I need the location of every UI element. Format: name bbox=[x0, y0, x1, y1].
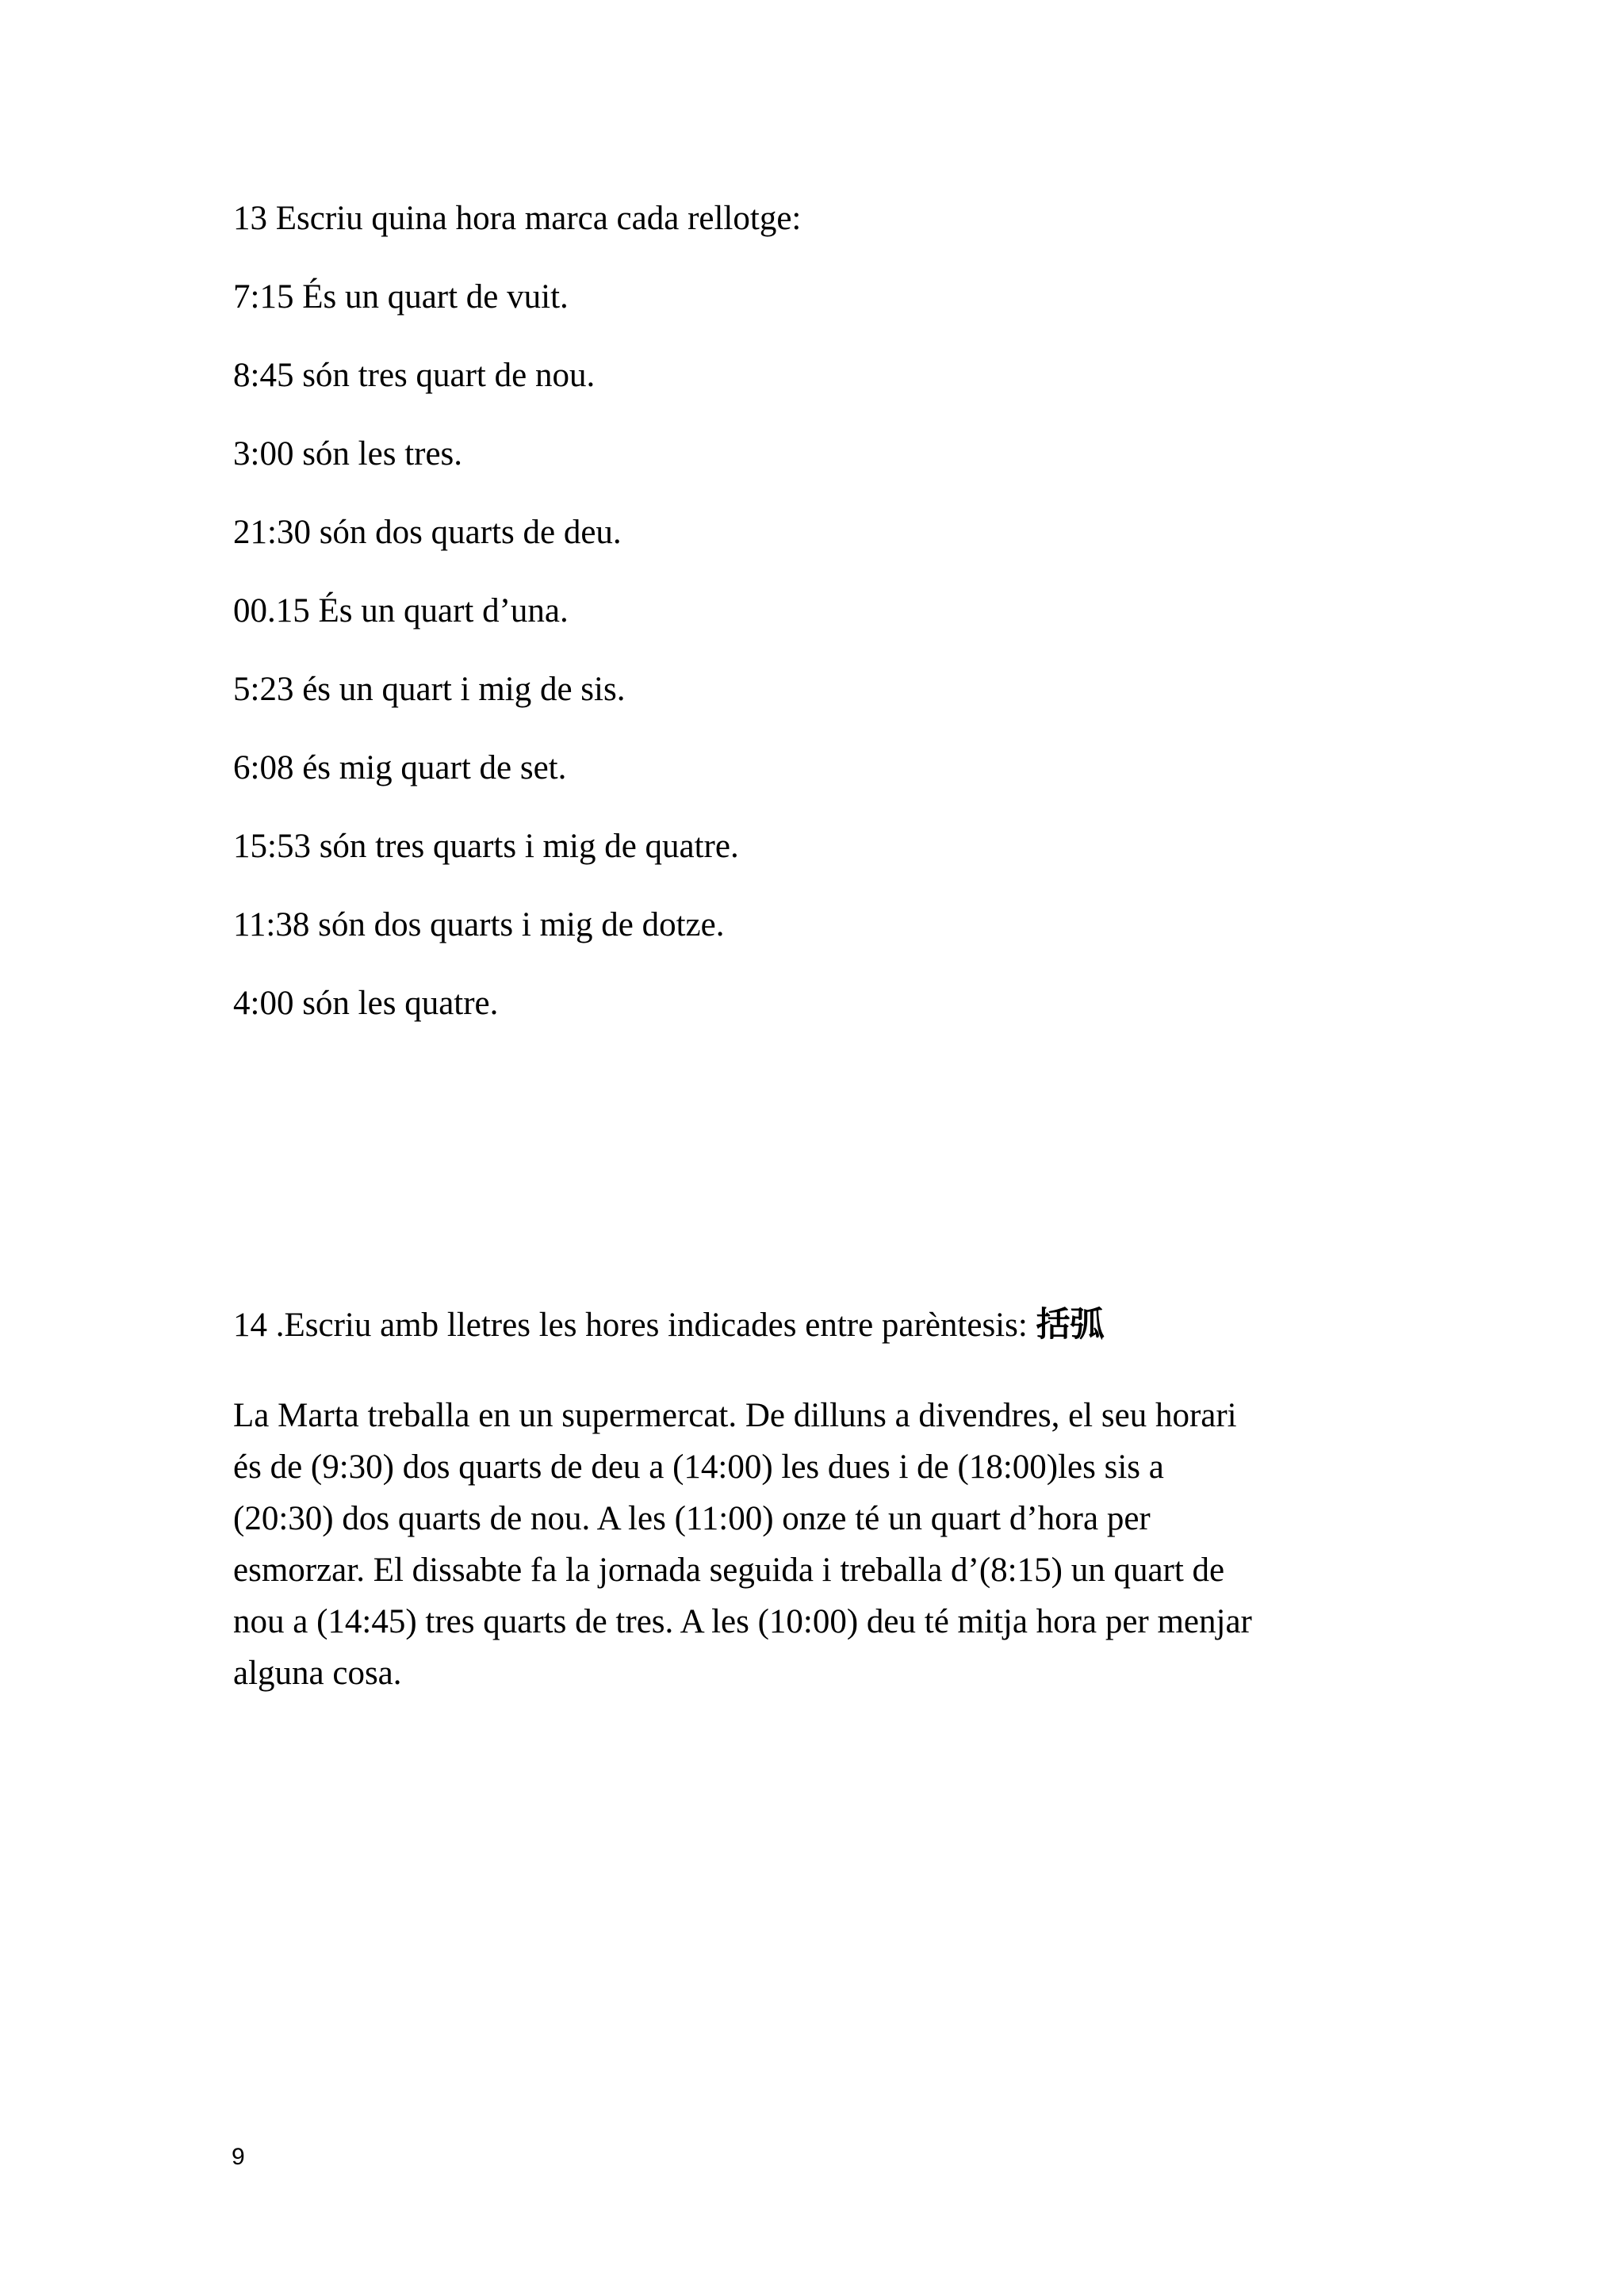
exercise-14-title-cjk: 括弧 bbox=[1036, 1305, 1105, 1345]
exercise-13-answer-6: 5:23 és un quart i mig de sis. bbox=[233, 671, 626, 708]
exercise-14-title bbox=[233, 1305, 1105, 1345]
paragraph-line-3: (20:30) dos quarts de nou. A les (11:00) onze té un quart d’hora per bbox=[233, 1500, 1151, 1537]
exercise-13-answer-1: 7:15 És un quart de vuit. bbox=[233, 278, 569, 316]
exercise-13-answer-10: 4:00 són les quatre. bbox=[233, 985, 499, 1022]
paragraph-line-4: esmorzar. El dissabte fa la jornada seguida i treballa d’(8:15) un quart de bbox=[233, 1552, 1225, 1589]
page-number: 9 bbox=[232, 2144, 245, 2170]
exercise-13-answer-7: 6:08 és mig quart de set. bbox=[233, 749, 567, 786]
exercise-13-answer-2: 8:45 són tres quart de nou. bbox=[233, 357, 596, 394]
exercise-13-answer-5: 00.15 És un quart d’una. bbox=[233, 592, 569, 629]
exercise-13-answer-8: 15:53 són tres quarts i mig de quatre. bbox=[233, 828, 739, 865]
exercise-13-title: 13 Escriu quina hora marca cada rellotge: bbox=[233, 200, 802, 237]
exercise-13-answer-3: 3:00 són les tres. bbox=[233, 435, 463, 473]
exercise-13-answer-9: 11:38 són dos quarts i mig de dotze. bbox=[233, 906, 725, 943]
paragraph-line-6: alguna cosa. bbox=[233, 1655, 402, 1692]
paragraph-line-2: és de (9:30) dos quarts de deu a (14:00) les dues i de (18:00)les sis a bbox=[233, 1448, 1164, 1486]
paragraph-line-5: nou a (14:45) tres quarts de tres. A les (10:00) deu té mitja hora per menjar bbox=[233, 1603, 1252, 1640]
paragraph-line-1: La Marta treballa en un supermercat. De dilluns a divendres, el seu horari bbox=[233, 1397, 1237, 1434]
exercise-14-title-text: 14 .Escriu amb lletres les hores indicades entre parèntesis: bbox=[233, 1307, 1036, 1344]
exercise-14-paragraph bbox=[233, 1390, 1415, 1699]
exercise-13-answer-4: 21:30 són dos quarts de deu. bbox=[233, 514, 622, 551]
